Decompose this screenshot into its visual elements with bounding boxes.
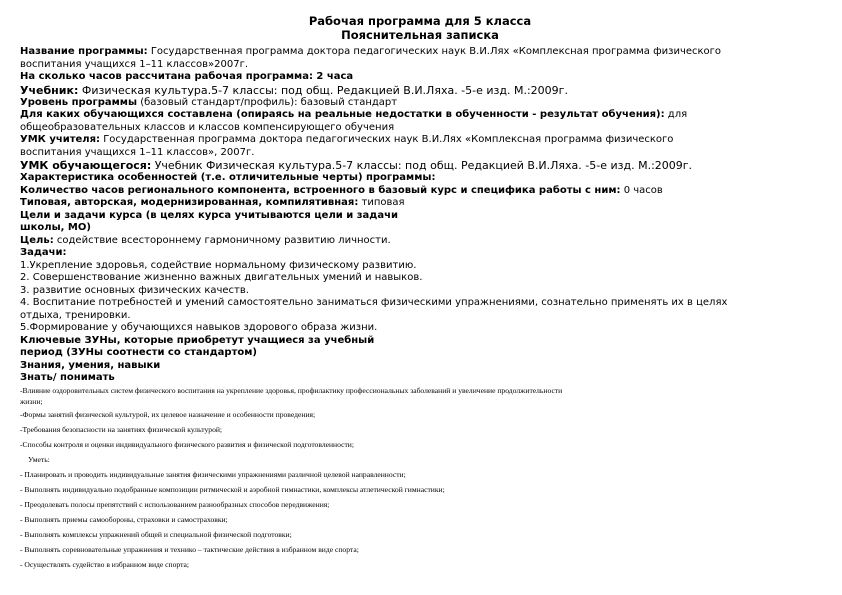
task-item: 1.Укрепление здоровья, содействие нормальному физическому развитию. bbox=[20, 259, 417, 271]
task-item: 4. Воспитание потребностей и умений самостоятельно заниматься физическими упражнениями, сознательно применять их в целях bbox=[20, 297, 728, 308]
umk-teacher-text: Государственная программа доктора педагогических наук В.И.Лях «Комплексная программа физического bbox=[100, 134, 674, 145]
know-item: жизни; bbox=[20, 396, 43, 406]
can-item: - Планировать и проводить индивидуальные занятия физическими упражнениями различной целевой направленности; bbox=[20, 469, 406, 479]
know-item: -Требования безопасности на занятиях физической культурой; bbox=[20, 424, 223, 434]
for-whom-line-1 bbox=[20, 109, 820, 122]
program-name-line-2: воспитания учащихся 1–11 классов»2007г. bbox=[20, 58, 249, 70]
features-heading: Характеристика особенностей (т.е. отличительные черты) программы: bbox=[20, 172, 436, 183]
task-item: 2. Совершенствование жизненно важных двигательных умений и навыков. bbox=[20, 272, 423, 283]
for-whom-line-2: общеобразовательных классов и классов компенсирующего обучения bbox=[20, 121, 395, 133]
textbook-line bbox=[20, 84, 820, 97]
know-item: -Влияние оздоровительных систем физического воспитания на укрепление здоровья, профилактику профессиональных заболеваний и увеличение продолжительности bbox=[20, 385, 563, 395]
umk-students-label: УМК обучающегося: bbox=[20, 159, 152, 172]
umk-teacher-label: УМК учителя: bbox=[20, 134, 101, 145]
regional-label: Количество часов регионального компонента, встроенного в базовый курс и специфика работы с ним: bbox=[20, 184, 621, 196]
know-item: -Формы занятий физической культурой, их целевое назначение и особенности проведения; bbox=[20, 409, 316, 419]
umk-students-text: Учебник Физическая культура.5-7 классы: под общ. Редакцией В.И.Ляха. -5-е изд. М.:2009г. bbox=[151, 159, 693, 172]
goal-line bbox=[20, 235, 820, 248]
goals-heading-line-2: школы, МО) bbox=[20, 222, 91, 233]
hours-value: 2 часа bbox=[312, 71, 354, 82]
can-item: - Выполнять соревновательные упражнения и технико – тактические действия в избранном виде спорта; bbox=[20, 544, 359, 554]
program-name-text: Государственная программа доктора педагогических наук В.И.Лях «Комплексная программа физического bbox=[147, 46, 722, 57]
can-item: - Осуществлять судейство в избранном виде спорта; bbox=[20, 559, 189, 569]
task-item: 5.Формирование у обучающихся навыков здорового образа жизни. bbox=[20, 322, 378, 333]
zun-heading-line-2: период (ЗУНы соотнести со стандартом) bbox=[20, 347, 257, 358]
umk-teacher-line-1 bbox=[20, 134, 820, 147]
can-item: - Выполнять комплексы упражнений общей и специальной физической подготовки; bbox=[20, 529, 292, 539]
goals-heading-line-1: Цели и задачи курса (в целях курса учитываются цели и задачи bbox=[20, 209, 398, 221]
can-heading: Уметь: bbox=[28, 454, 50, 464]
level-label: Уровень программы bbox=[20, 96, 138, 108]
program-name-label: Название программы: bbox=[20, 46, 148, 57]
task-item: 3. развитие основных физических качеств. bbox=[20, 284, 249, 296]
program-name-line-1 bbox=[20, 46, 820, 59]
know-heading: Знать/ понимать bbox=[20, 372, 115, 383]
level-line bbox=[20, 97, 820, 110]
zun-subheading: Знания, умения, навыки bbox=[20, 359, 161, 371]
document-page bbox=[20, 14, 820, 572]
can-item: - Выполнять приемы самообороны, страховки и самостраховки; bbox=[20, 514, 228, 524]
can-item: - Преодолевать полосы препятствий с использованием разнообразных способов передвижения; bbox=[20, 499, 330, 509]
umk-teacher-line-2: воспитания учащихся 1–11 классов», 2007г. bbox=[20, 146, 255, 158]
program-type-line bbox=[20, 197, 820, 210]
regional-line bbox=[20, 185, 820, 198]
document-title: Рабочая программа для 5 класса bbox=[308, 14, 532, 28]
textbook-label: Учебник: bbox=[20, 83, 79, 97]
program-type-label: Типовая, авторская, модернизированная, компилятивная: bbox=[20, 197, 359, 208]
level-text: (базовый стандарт/профиль): базовый стандарт bbox=[137, 96, 398, 108]
document-subtitle: Пояснительная записка bbox=[341, 28, 499, 42]
for-whom-text: для bbox=[664, 109, 688, 120]
task-item: отдыха, тренировки. bbox=[20, 309, 131, 321]
goal-label: Цель: bbox=[20, 234, 54, 246]
zun-heading-line-1: Ключевые ЗУНы, которые приобретут учащиеся за учебный bbox=[20, 334, 375, 346]
can-item: - Выполнять индивидуально подобранные композиции ритмической и аэробной гимнастики, комплексы атлетической гимнастики; bbox=[20, 484, 445, 494]
program-type-value: типовая bbox=[358, 197, 405, 208]
regional-value: 0 часов bbox=[620, 184, 663, 196]
hours-label: На сколько часов рассчитана рабочая программа: bbox=[20, 71, 313, 82]
tasks-heading: Задачи: bbox=[20, 247, 67, 258]
goal-text: содействие всестороннему гармоничному развитию личности. bbox=[53, 234, 391, 246]
for-whom-label: Для каких обучающихся составлена (опираясь на реальные недостатки в обученности - результат обучения): bbox=[20, 109, 665, 120]
know-item: -Способы контроля и оценки индивидуального физического развития и физической подготовленности; bbox=[20, 439, 354, 449]
textbook-text: Физическая культура.5-7 классы: под общ. Редакцией В.И.Ляха. -5-е изд. М.:2009г. bbox=[78, 83, 568, 97]
hours-line bbox=[20, 71, 820, 84]
umk-students-line bbox=[20, 159, 820, 172]
